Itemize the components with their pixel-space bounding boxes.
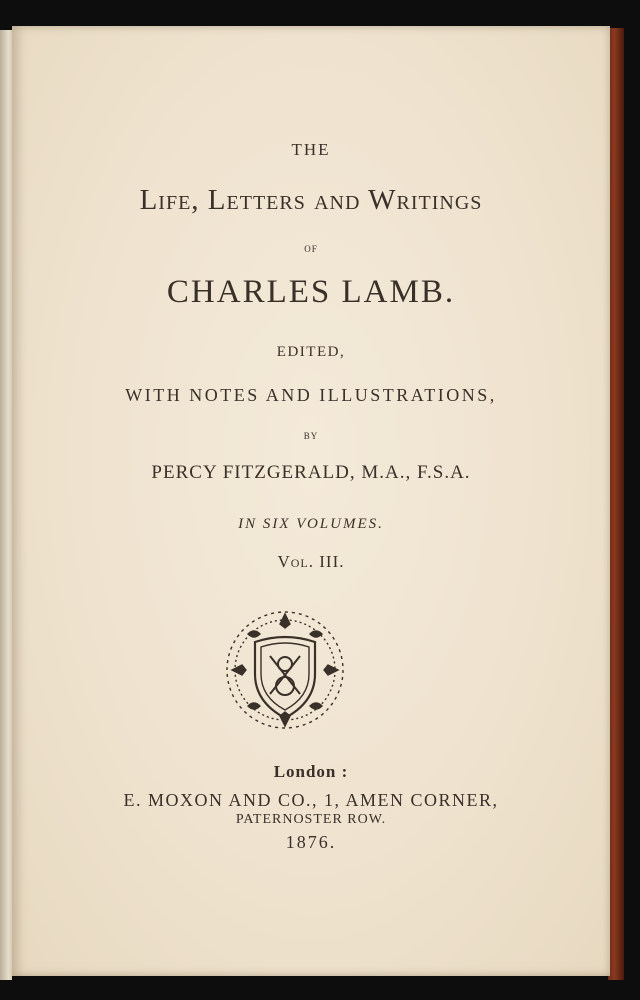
title-of: OF: [304, 244, 318, 254]
volumes-line: IN SIX VOLUMES.: [238, 516, 384, 532]
title-the: THE: [291, 140, 331, 159]
book-binding-edge: [608, 28, 624, 980]
title-page: [12, 26, 610, 976]
editor-name: PERCY FITZGERALD, M.A., F.S.A.: [151, 462, 471, 483]
book-title: Life, Letters and Writings: [139, 184, 483, 216]
edited-line: EDITED,: [276, 344, 346, 360]
by-line: BY: [303, 431, 319, 441]
publisher-address: PATERNOSTER ROW.: [235, 812, 387, 827]
volume-number: Vol. III.: [277, 552, 345, 571]
notes-line: WITH NOTES AND ILLUSTRATIONS,: [125, 385, 497, 405]
publication-place: London :: [273, 762, 349, 781]
author-name: CHARLES LAMB.: [166, 274, 456, 310]
facing-page-edge: [0, 30, 12, 980]
publisher-device-icon: [220, 604, 350, 736]
publisher-name: E. MOXON AND CO., 1, AMEN CORNER,: [123, 790, 499, 810]
publication-year: 1876.: [285, 832, 337, 852]
